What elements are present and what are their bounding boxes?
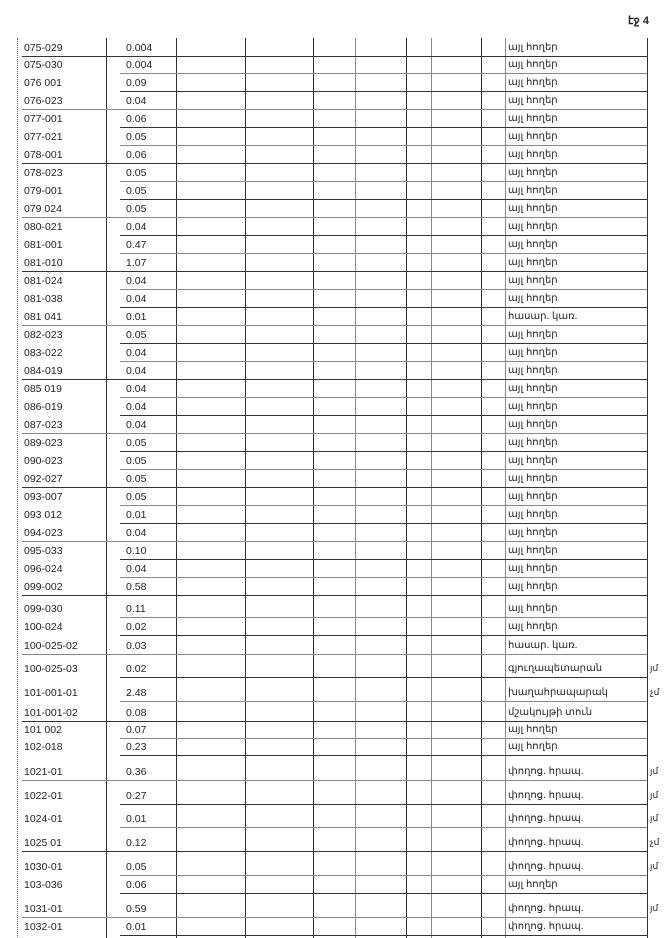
area-value: 0.04 <box>126 365 147 377</box>
land-use: այլ հողեր <box>508 437 558 448</box>
parcel-id: 103-036 <box>24 879 63 891</box>
parcel-id: 083-022 <box>24 347 63 359</box>
parcel-id: 100-025-02 <box>24 640 78 652</box>
side-note: յմ <box>650 903 659 913</box>
parcel-id: 077-001 <box>24 113 63 125</box>
parcel-id: 093-007 <box>24 491 63 503</box>
area-value: 0.05 <box>126 491 147 503</box>
land-use: այլ հողեր <box>508 621 558 632</box>
land-use: այլ հողեր <box>508 239 558 250</box>
land-use: այլ հողեր <box>508 167 558 178</box>
area-value: 1.07 <box>126 257 147 269</box>
area-value: 0.08 <box>126 707 147 719</box>
land-use: այլ հողեր <box>508 149 558 160</box>
area-value: 0.04 <box>126 221 147 233</box>
row-underline <box>120 397 647 398</box>
parcel-id: 081-038 <box>24 293 63 305</box>
parcel-id: 093 012 <box>24 509 62 521</box>
land-use: այլ հողեր <box>508 257 558 268</box>
area-value: 0.59 <box>126 903 147 915</box>
row-underline <box>120 893 647 894</box>
parcel-id: 078-023 <box>24 167 63 179</box>
area-value: 0.05 <box>126 455 147 467</box>
land-use: այլ հողեր <box>508 42 558 53</box>
area-value: 0.04 <box>126 527 147 539</box>
side-note: յմ <box>650 766 659 776</box>
land-use: փողոց. հրապ. <box>508 861 584 872</box>
land-use: այլ հողեր <box>508 203 558 214</box>
land-use: փողոց. հրապ. <box>508 921 584 932</box>
area-value: 0.04 <box>126 383 147 395</box>
area-value: 0.47 <box>126 239 147 251</box>
land-use: այլ հողեր <box>508 509 558 520</box>
parcel-id: 099-030 <box>24 603 63 615</box>
row-underline <box>22 109 647 110</box>
row-underline <box>120 199 647 200</box>
land-use: այլ հողեր <box>508 185 558 196</box>
land-use: փողոց. հրապ. <box>508 837 584 848</box>
parcel-id: 078-001 <box>24 149 63 161</box>
row-underline <box>120 755 647 756</box>
area-value: 2.48 <box>126 687 147 699</box>
land-use: այլ հողեր <box>508 419 558 430</box>
area-value: 0.06 <box>126 879 147 891</box>
parcel-id: 095-033 <box>24 545 63 557</box>
parcel-id: 1021-01 <box>24 766 63 778</box>
area-value: 0.05 <box>126 167 147 179</box>
land-use: այլ հողեր <box>508 293 558 304</box>
land-use: խաղահրապարակ <box>508 687 608 698</box>
parcel-id: 1022-01 <box>24 790 63 802</box>
area-value: 0.04 <box>126 293 147 305</box>
parcel-id: 080-021 <box>24 221 63 233</box>
area-value: 0.02 <box>126 621 147 633</box>
area-value: 0.05 <box>126 473 147 485</box>
parcel-id: 086-019 <box>24 401 63 413</box>
land-use: հասար. կառ. <box>508 311 578 322</box>
row-underline <box>22 487 647 488</box>
row-underline <box>120 804 647 805</box>
parcel-id: 075-030 <box>24 59 63 71</box>
land-use: հասար. կառ. <box>508 640 578 651</box>
area-value: 0.27 <box>126 790 147 802</box>
side-note: յմ <box>650 663 659 673</box>
land-use: փողոց. հրապ. <box>508 790 584 801</box>
row-underline <box>120 145 647 146</box>
land-use: այլ հողեր <box>508 131 558 142</box>
land-use: այլ հողեր <box>508 221 558 232</box>
row-underline <box>120 875 647 876</box>
side-note: յմ <box>650 813 659 823</box>
row-underline <box>22 595 647 596</box>
land-use: այլ հողեր <box>508 365 558 376</box>
row-underline <box>22 780 647 781</box>
land-use: այլ հողեր <box>508 741 558 752</box>
land-use: այլ հողեր <box>508 77 558 88</box>
area-value: 0.23 <box>126 741 147 753</box>
row-underline <box>22 851 647 852</box>
land-use: այլ հողեր <box>508 59 558 70</box>
row-underline <box>120 127 647 128</box>
row-underline <box>120 677 647 678</box>
area-value: 0.05 <box>126 131 147 143</box>
parcel-id: 094-023 <box>24 527 63 539</box>
land-use: այլ հողեր <box>508 527 558 538</box>
land-use: այլ հողեր <box>508 879 558 890</box>
row-underline <box>120 253 647 254</box>
land-use: այլ հողեր <box>508 581 558 592</box>
row-underline <box>22 541 647 542</box>
parcel-id: 1030-01 <box>24 861 63 873</box>
row-underline <box>120 505 647 506</box>
land-use: այլ հողեր <box>508 545 558 556</box>
side-note: յմ <box>650 790 659 800</box>
row-underline <box>22 271 647 272</box>
row-underline <box>120 827 647 828</box>
area-value: 0.004 <box>126 59 153 71</box>
parcel-id: 084-019 <box>24 365 63 377</box>
row-underline <box>120 559 647 560</box>
row-underline <box>22 379 647 380</box>
land-use: փողոց. հրապ. <box>508 766 584 777</box>
land-use: այլ հողեր <box>508 347 558 358</box>
area-value: 0.004 <box>126 42 153 54</box>
parcel-id: 089-023 <box>24 437 63 449</box>
row-underline <box>120 343 647 344</box>
area-value: 0.06 <box>126 149 147 161</box>
area-value: 0.05 <box>126 437 147 449</box>
parcel-id: 1024-01 <box>24 813 63 825</box>
area-value: 0.01 <box>126 921 147 933</box>
area-value: 0.05 <box>126 185 147 197</box>
land-use: այլ հողեր <box>508 275 558 286</box>
parcel-id: 102-018 <box>24 741 63 753</box>
parcel-id: 081 041 <box>24 311 62 323</box>
area-value: 0.36 <box>126 766 147 778</box>
parcel-id: 090-023 <box>24 455 63 467</box>
row-underline <box>120 289 647 290</box>
area-value: 0.58 <box>126 581 147 593</box>
area-value: 0.09 <box>126 77 147 89</box>
land-use: մշակույթի տուն <box>508 707 593 718</box>
row-underline <box>120 181 647 182</box>
row-underline <box>120 451 647 452</box>
land-use: այլ հողեր <box>508 473 558 484</box>
parcel-id: 081-024 <box>24 275 63 287</box>
parcel-id: 081-001 <box>24 239 63 251</box>
parcel-id: 087-023 <box>24 419 63 431</box>
area-value: 0.05 <box>126 861 147 873</box>
land-use: այլ հողեր <box>508 491 558 502</box>
parcel-id: 075-029 <box>24 42 63 54</box>
parcel-id: 099-002 <box>24 581 63 593</box>
row-underline <box>120 91 647 92</box>
area-value: 0.02 <box>126 663 147 675</box>
land-use: այլ հողեր <box>508 113 558 124</box>
row-underline <box>22 325 647 326</box>
area-value: 0.04 <box>126 275 147 287</box>
parcel-id: 096-024 <box>24 563 63 575</box>
side-note: չմ <box>650 687 660 697</box>
parcel-id: 1031-01 <box>24 903 63 915</box>
area-value: 0.06 <box>126 113 147 125</box>
row-underline <box>22 917 647 918</box>
area-value: 0.04 <box>126 401 147 413</box>
parcel-id: 076-023 <box>24 95 63 107</box>
land-use: այլ հողեր <box>508 603 558 614</box>
row-underline <box>120 307 647 308</box>
land-use: այլ հողեր <box>508 563 558 574</box>
area-value: 0.01 <box>126 813 147 825</box>
land-use: այլ հողեր <box>508 95 558 106</box>
side-note: յմ <box>650 861 659 871</box>
land-use: գյուղապետարան <box>508 663 603 674</box>
parcel-id: 079-001 <box>24 185 63 197</box>
page-number: էջ 4 <box>628 15 649 27</box>
row-underline <box>120 469 647 470</box>
area-value: 0.10 <box>126 545 147 557</box>
parcel-id: 100-024 <box>24 621 63 633</box>
land-use: այլ հողեր <box>508 383 558 394</box>
area-value: 0.12 <box>126 837 147 849</box>
area-value: 0.05 <box>126 203 147 215</box>
row-underline <box>22 433 647 434</box>
row-underline <box>120 415 647 416</box>
parcel-id: 085 019 <box>24 383 62 395</box>
land-use: փողոց. հրապ. <box>508 813 584 824</box>
land-use: այլ հողեր <box>508 329 558 340</box>
area-value: 0.04 <box>126 563 147 575</box>
area-value: 0.04 <box>126 95 147 107</box>
row-underline <box>120 73 647 74</box>
land-use: փողոց. հրապ. <box>508 903 584 914</box>
area-value: 0.01 <box>126 311 147 323</box>
side-note: չմ <box>650 837 660 847</box>
row-underline <box>120 235 647 236</box>
land-use: այլ հողեր <box>508 401 558 412</box>
row-underline <box>120 701 647 702</box>
parcel-id: 076 001 <box>24 77 62 89</box>
row-underline <box>22 163 647 164</box>
area-value: 0.03 <box>126 640 147 652</box>
parcel-id: 081-010 <box>24 257 63 269</box>
land-use: այլ հողեր <box>508 724 558 735</box>
area-value: 0.07 <box>126 724 147 736</box>
parcel-id: 077-021 <box>24 131 63 143</box>
row-underline <box>120 523 647 524</box>
area-value: 0.04 <box>126 419 147 431</box>
row-underline <box>22 654 647 655</box>
parcel-id: 101-001-02 <box>24 707 78 719</box>
row-underline <box>22 217 647 218</box>
parcel-id: 101 002 <box>24 724 62 736</box>
area-value: 0.11 <box>126 603 146 615</box>
parcel-id: 101-001-01 <box>24 687 78 699</box>
area-value: 0.04 <box>126 347 147 359</box>
row-underline <box>120 935 647 936</box>
parcel-id: 082-023 <box>24 329 63 341</box>
parcel-id: 1025 01 <box>24 837 62 849</box>
row-underline <box>120 577 647 578</box>
land-use: այլ հողեր <box>508 455 558 466</box>
parcel-id: 100-025-03 <box>24 663 78 675</box>
row-underline <box>120 361 647 362</box>
parcel-id: 092-027 <box>24 473 63 485</box>
row-underline <box>120 617 647 618</box>
parcel-id: 079 024 <box>24 203 62 215</box>
area-value: 0.01 <box>126 509 147 521</box>
parcel-id: 1032-01 <box>24 921 63 933</box>
row-underline <box>120 635 647 636</box>
area-value: 0.05 <box>126 329 147 341</box>
